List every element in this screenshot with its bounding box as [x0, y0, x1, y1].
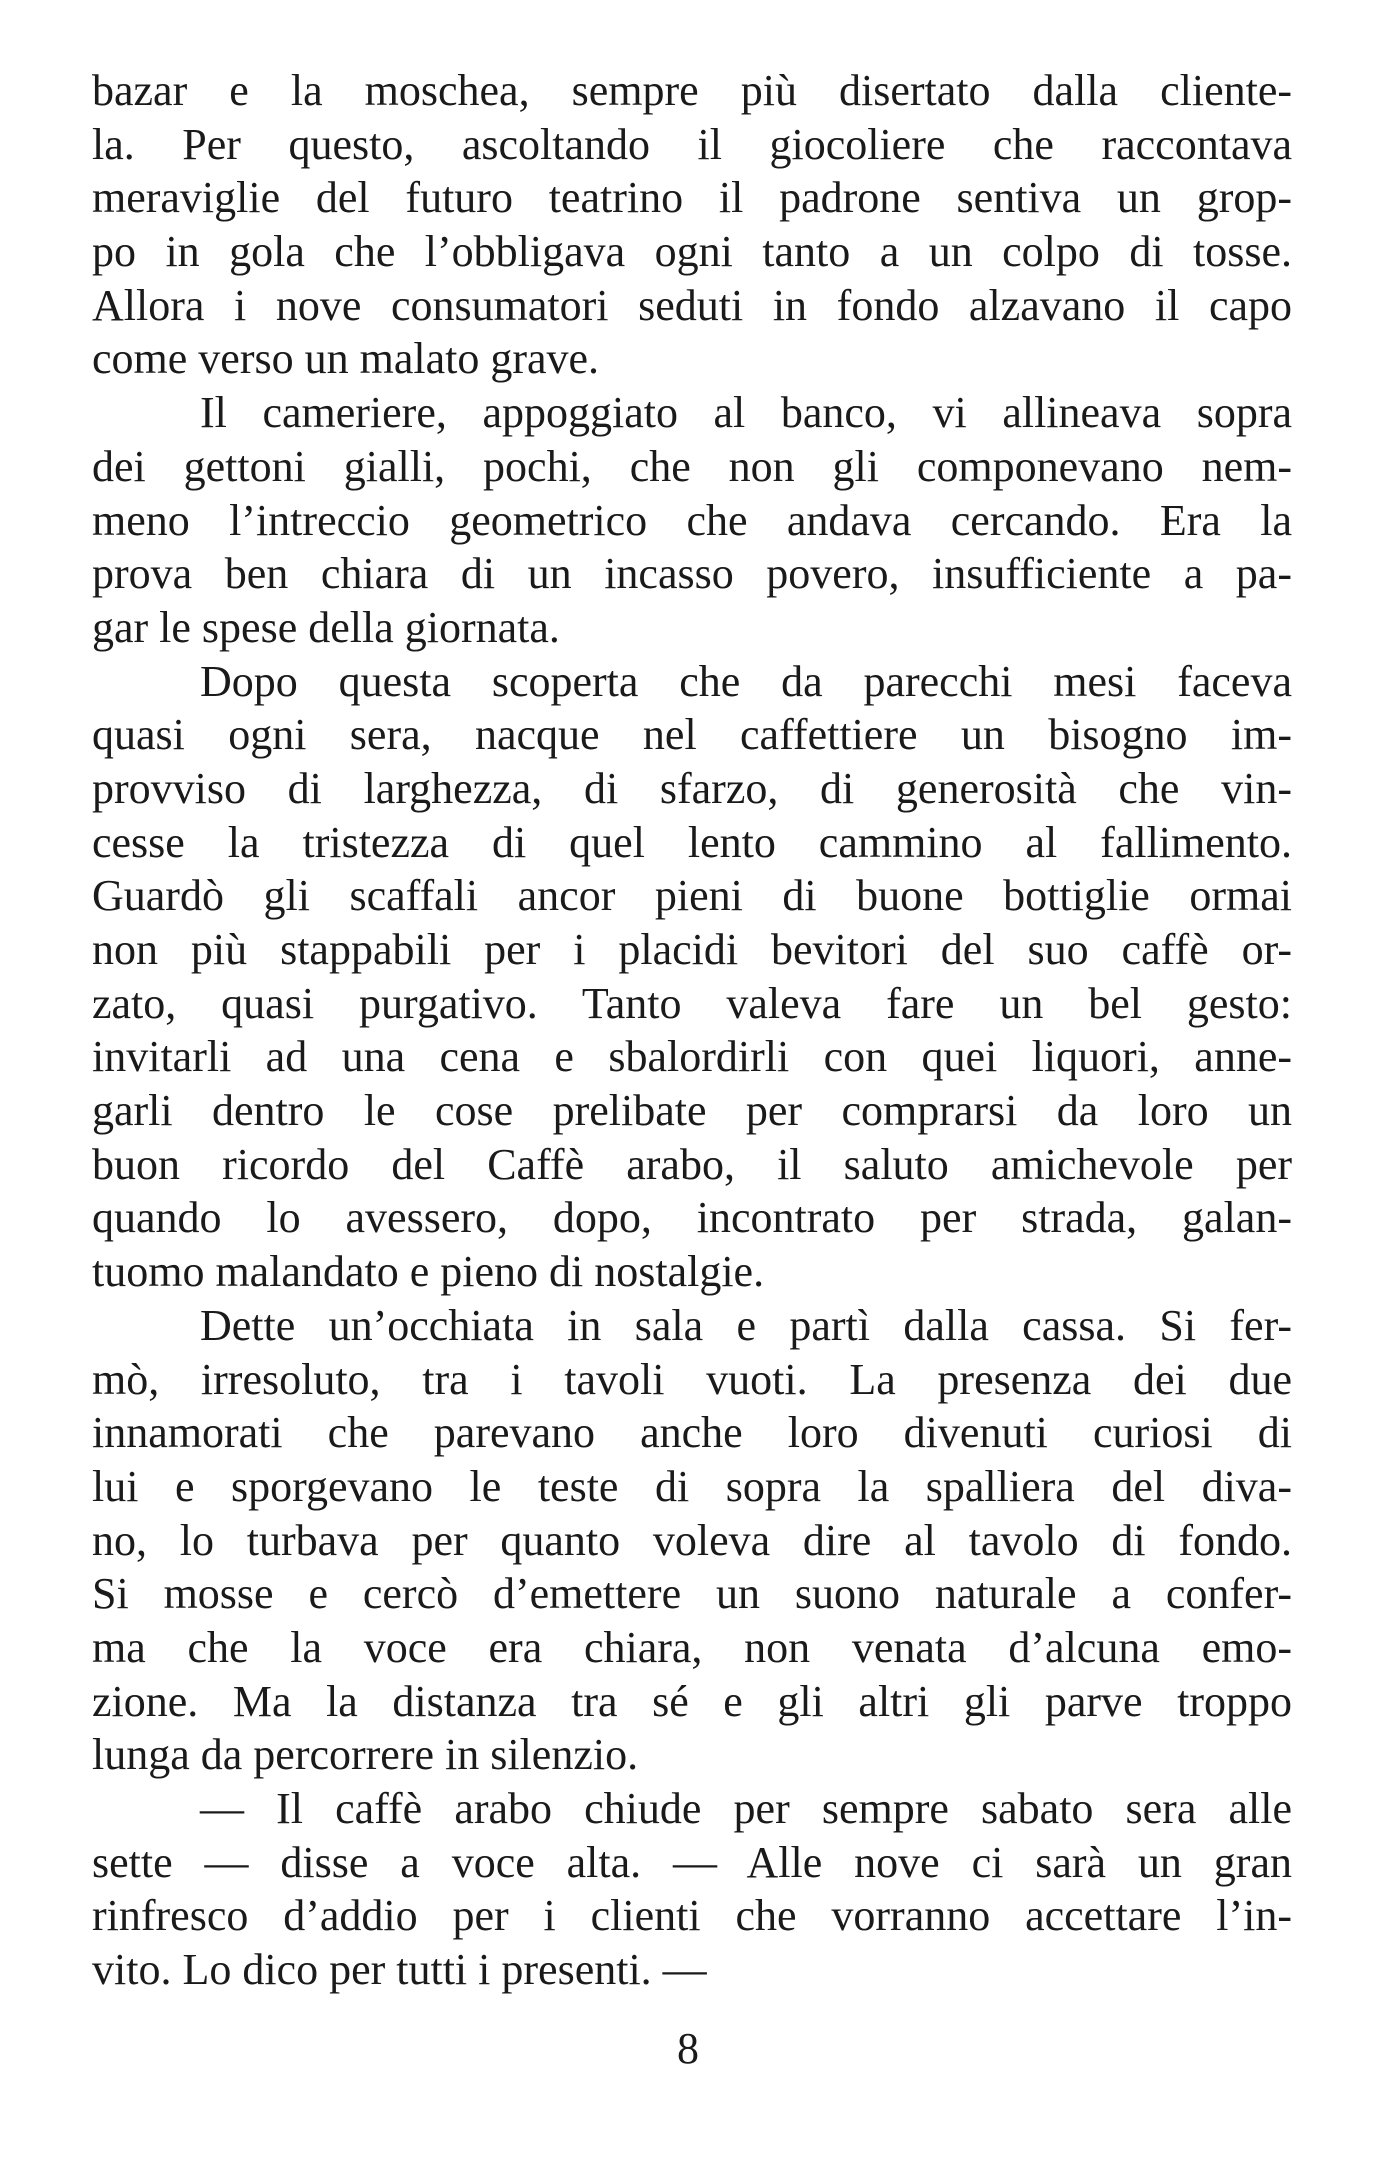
text-line: lunga da percorrere in silenzio.	[92, 1730, 639, 1780]
text-line: meraviglie del futuro teatrino il padrone sentiva un grop-	[92, 173, 1292, 223]
text-line: Il cameriere, appoggiato al banco, vi allineava sopra	[200, 388, 1292, 438]
text-line: quasi ogni sera, nacque nel caffettiere un bisogno im-	[92, 710, 1292, 760]
text-line: rinfresco d’addio per i clienti che vorranno accettare l’in-	[92, 1891, 1292, 1941]
text-line: cesse la tristezza di quel lento cammino al fallimento.	[92, 817, 1292, 867]
text-line: zione. Ma la distanza tra sé e gli altri gli parve troppo	[92, 1676, 1292, 1726]
text-line: no, lo turbava per quanto voleva dire al tavolo di fondo.	[92, 1515, 1292, 1565]
text-line: Allora i nove consumatori seduti in fondo alzavano il capo	[92, 280, 1292, 330]
text-line: gar le spese della giornata.	[92, 602, 560, 652]
text-line: bazar e la moschea, sempre più disertato dalla cliente-	[92, 66, 1292, 115]
text-line: ma che la voce era chiara, non venata d’alcuna emo-	[92, 1622, 1292, 1672]
text-line: la. Per questo, ascoltando il giocoliere che raccontava	[92, 119, 1292, 169]
text-line: vito. Lo dico per tutti i presenti. —	[92, 1945, 707, 1995]
text-line: buon ricordo del Caffè arabo, il saluto amichevole per	[92, 1139, 1292, 1189]
text-line: invitarli ad una cena e sbalordirli con quei liquori, anne-	[92, 1032, 1292, 1082]
text-line: quando lo avessero, dopo, incontrato per strada, galan-	[92, 1193, 1292, 1243]
text-line: dei gettoni gialli, pochi, che non gli componevano nem-	[92, 441, 1292, 491]
text-line: mò, irresoluto, tra i tavoli vuoti. La presenza dei due	[92, 1354, 1292, 1404]
text-line: non più stappabili per i placidi bevitori del suo caffè or-	[92, 925, 1292, 974]
text-line: sette — disse a voce alta. — Alle nove ci sarà un gran	[92, 1837, 1292, 1887]
text-line: Dopo questa scoperta che da parecchi mesi faceva	[200, 656, 1292, 706]
text-line: zato, quasi purgativo. Tanto valeva fare un bel gesto:	[92, 978, 1292, 1028]
text-line: Dette un’occhiata in sala e partì dalla cassa. Si fer-	[200, 1300, 1292, 1350]
text-line: Guardò gli scaffali ancor pieni di buone bottiglie ormai	[92, 871, 1292, 921]
page-number: 8	[677, 2024, 699, 2073]
text-line: provviso di larghezza, di sfarzo, di generosità che vin-	[92, 763, 1292, 813]
text-line: come verso un malato grave.	[92, 334, 600, 384]
text-line: po in gola che l’obbligava ogni tanto a un colpo di tosse.	[92, 227, 1292, 277]
text-line: tuomo malandato e pieno di nostalgie.	[92, 1247, 765, 1297]
text-line: prova ben chiara di un incasso povero, insufficiente a pa-	[92, 549, 1292, 599]
text-line: — Il caffè arabo chiude per sempre sabato sera alle	[200, 1784, 1292, 1833]
text-line: Si mosse e cercò d’emettere un suono naturale a confer-	[92, 1569, 1292, 1619]
text-line: lui e sporgevano le teste di sopra la spalliera del diva-	[92, 1461, 1292, 1511]
text-line: meno l’intreccio geometrico che andava cercando. Era la	[92, 495, 1292, 545]
text-line: garli dentro le cose prelibate per comprarsi da loro un	[92, 1086, 1292, 1136]
text-line: innamorati che parevano anche loro divenuti curiosi di	[92, 1408, 1292, 1458]
body-text	[92, 64, 1292, 1997]
